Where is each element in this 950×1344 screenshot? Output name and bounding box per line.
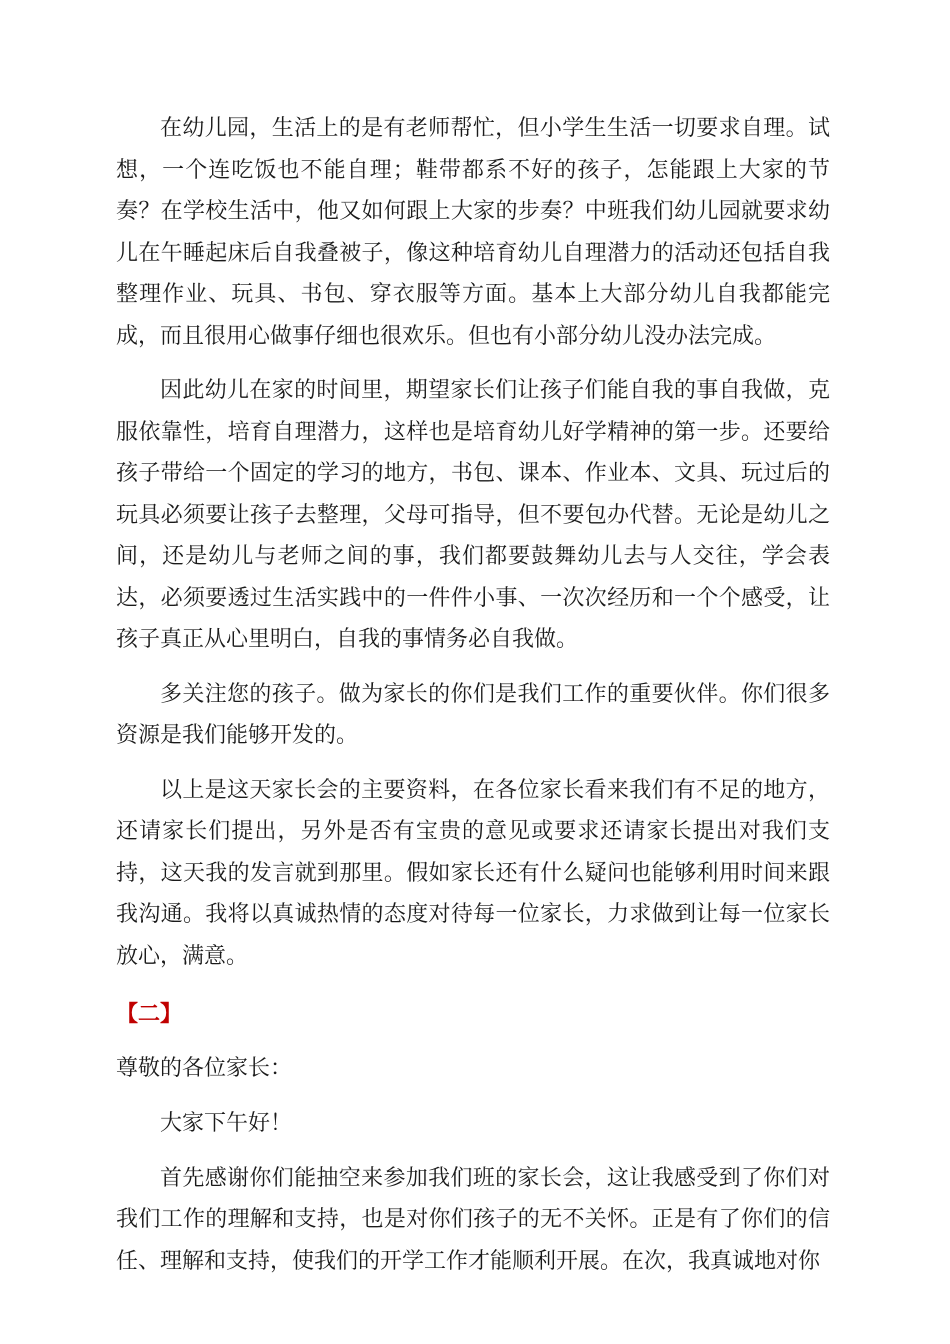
paragraph-self-care: 在幼儿园，生活上的是有老师帮忙，但小学生生活一切要求自理。试想，一个连吃饭也不能自理；鞋带都系不好的孩子，怎能跟上大家的节奏？在学校生活中，他又如何跟上大家的步奏？中班我们幼儿园就要求幼儿在午睡起床后自我叠被子，像这种培育幼儿自理潜力的活动还包括自我整理作业、玩具、书包、穿衣服等方面。基本上大部分幼儿自我都能完成，而且很用心做事仔细也很欢乐。但也有小部分幼儿没办法完成。 xyxy=(116,116,830,349)
paragraph-attention: 多关注您的孩子。做为家长的你们是我们工作的重要伙伴。你们很多资源是我们能够开发的。 xyxy=(116,681,830,748)
paragraph-closing: 以上是这天家长会的主要资料，在各位家长看来我们有不足的地方，还请家长们提出，另外是否有宝贵的意见或要求还请家长提出对我们支持，这天我的发言就到那里。假如家长还有什么疑问也能够利用时间来跟我沟通。我将以真诚热情的态度对待每一位家长，力求做到让每一位家长放心，满意。 xyxy=(116,777,830,969)
document-page xyxy=(116,108,830,1282)
salutation: 尊敬的各位家长： xyxy=(116,1055,293,1081)
section-heading: 【二】 xyxy=(116,1002,183,1027)
greeting: 大家下午好！ xyxy=(160,1111,293,1136)
paragraph-thanks: 首先感谢你们能抽空来参加我们班的家长会，这让我感受到了你们对我们工作的理解和支持，也是对你们孩子的无不关怀。正是有了你们的信任、理解和支持，使我们的开学工作才能顺利开展。在次，我真诚地对你 xyxy=(116,1165,830,1274)
paragraph-home-advice: 因此幼儿在家的时间里，期望家长们让孩子们能自我的事自我做，克服依靠性，培育自理潜力，这样也是培育幼儿好学精神的第一步。还要给孩子带给一个固定的学习的地方，书包、课本、作业本、文具、玩过后的玩具必须要让孩子去整理，父母可指导，但不要包办代替。无论是幼儿之间，还是幼儿与老师之间的事，我们都要鼓舞幼儿去与人交往，学会表达，必须要透过生活实践中的一件件小事、一次次经历和一个个感受，让孩子真正从心里明白，自我的事情务必自我做。 xyxy=(116,378,830,652)
